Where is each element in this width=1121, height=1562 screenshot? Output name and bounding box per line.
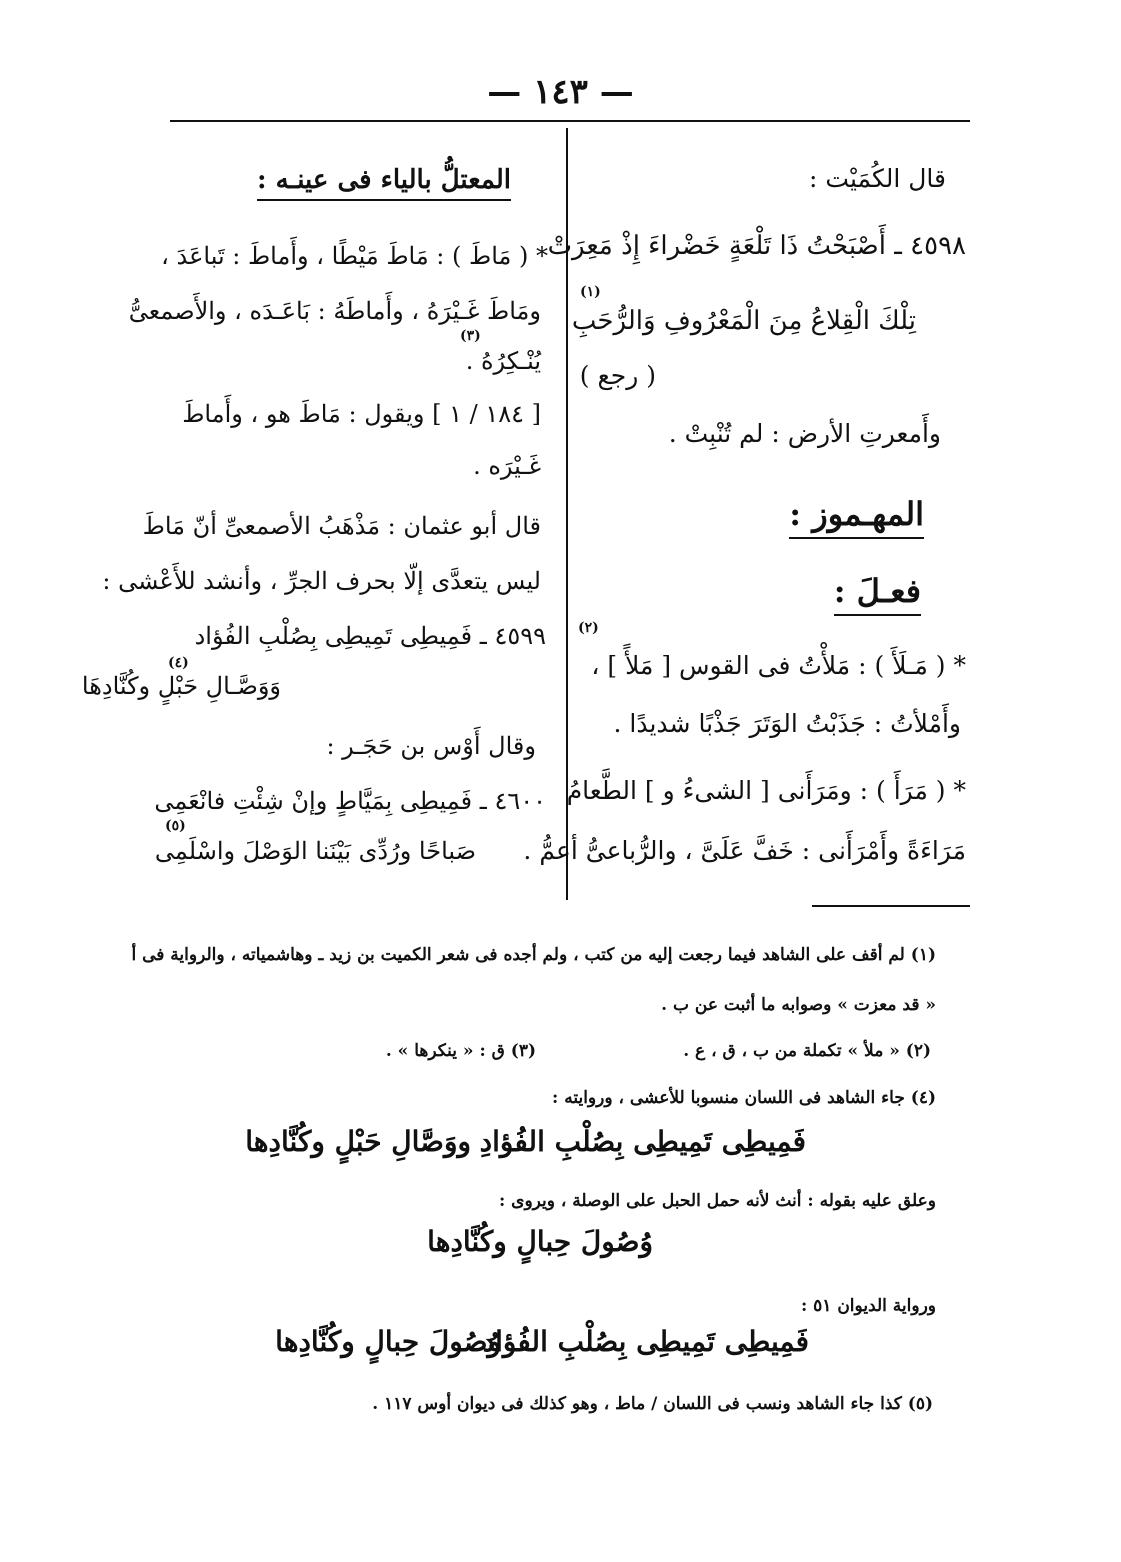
verse-4599-first-hemistich: ٤٥٩٩ ـ فَمِيطِى تَمِيطِى بِصُلْبِ الفُؤاد [194, 622, 546, 650]
footnote-3: (٣) ق : « ينكرها » . [385, 1041, 536, 1061]
footnote-ref-1: (١) [580, 284, 601, 300]
footnote-1-line-1: (١) لم أقف على الشاهد فيما رجعت إليه من كتب ، ولم أجده فى شعر الكميت بن زيد ـ وهاشمياته ، والرواية فى أ [131, 945, 936, 965]
kumayt-intro: قال الكُمَيْت : [809, 164, 946, 193]
verse-4600-first-hemistich: ٤٦٠٠ ـ فَمِيطِى بِمَيَّاطٍ وإنْ شِئْتِ فانْعَمِى [154, 787, 546, 815]
footnote-rule [812, 905, 970, 907]
page-number: — ١٤٣ — [487, 72, 634, 112]
root-marker-rajaa: ( رجع ) [579, 361, 656, 390]
footnote-4-alt-verse: وُصُولَ حِبالٍ وكُنَّادِها [427, 1225, 653, 1258]
heading-faal: فعـلَ : [834, 572, 921, 610]
footnote-ref-3: (٣) [460, 328, 481, 344]
footnote-4-diwan-intro: ورواية الديوان ٥١ : [800, 1296, 936, 1316]
mara-entry-line-1: * ( مَرَأَ ) : ومَرَأَنى [ الشىءُ و ] الطَّعامُ [566, 776, 966, 805]
mala-entry-line-1: * ( مَـلَأَ ) : مَلأْتُ فى القوس [ مَلأً ] ، [591, 651, 966, 680]
amarat-definition: وأَمعرتِ الأرض : لم تُنْبِتْ . [668, 419, 941, 448]
aws-intro: وقال أَوْس بن حَجَـر : [326, 732, 536, 760]
verse-4600-second-hemistich: صَباحًا ورُدِّى بَيْنَنا الوَصْلَ واسْلَمِى [154, 837, 476, 865]
heading-mutall-ya: المعتلُّ بالياء فى عينـه : [257, 165, 511, 195]
footnote-ref-5: (٥) [165, 818, 186, 834]
abu-uthman-line-1: قال أبو عثمان : مَذْهَبُ الأصمعىِّ أنّ مَاطَ [142, 512, 541, 540]
footnote-4-diwan-verse-second: وُصُولَ حِبالٍ وكُنَّادِها [275, 1325, 501, 1358]
verse-4598-second-hemistich: تِلْكَ الْقِلاعُ مِنَ الْمَعْرُوفِ وَالرُّحَبِ [571, 306, 916, 336]
footnote-4-verse-second: ووَصَّالِ حَبْلٍ وكُنَّادِها [245, 1125, 471, 1158]
verse-4599-second-hemistich: وَوَصَّـالِ حَبْلٍ وكُنَّادِهَا [81, 672, 281, 700]
abu-uthman-line-2: ليس يتعدَّى إلّا بحرف الجرِّ ، وأنشد للأَعْشى : [102, 567, 541, 595]
mat-entry-line-3: يُنْـكِرُهُ . [465, 347, 541, 375]
footnote-4-comment: وعلق عليه بقوله : أنث لأنه حمل الحبل على الوصلة ، ويروى : [498, 1191, 936, 1211]
heading-mahmouz: المهـموز : [789, 495, 924, 533]
footnote-ref-2: (٢) [578, 620, 599, 636]
top-rule [170, 120, 970, 122]
footnote-4-verse-first: فَمِيطِى تَمِيطِى بِصُلْبِ الفُؤادِ [479, 1125, 806, 1158]
mat-entry-line-5: غَـيْرَه . [473, 452, 541, 480]
footnote-4-intro: (٤) جاء الشاهد فى اللسان منسوبا للأعشى ، وروايته : [552, 1088, 936, 1108]
footnote-1-line-2: « قد معزت » وصوابه ما أثبت عن ب . [661, 995, 936, 1015]
mara-entry-line-2: مَرَاءَةً وأَمْرَأَنى : خَفَّ عَلَىَّ ، والرُّباعىُّ أعمُّ . [523, 836, 966, 865]
footnote-5: (٥) كذا جاء الشاهد ونسب فى اللسان / ماط ، وهو كذلك فى ديوان أوس ١١٧ . [372, 1394, 933, 1414]
mat-entry-line-4: [ ١٨٤ / ١ ] ويقول : مَاطَ هو ، وأَماطَ [182, 400, 541, 428]
footnote-4-diwan-verse-first: فَمِيطِى تَمِيطِى بِصُلْبِ الفُؤاد [482, 1325, 809, 1358]
footnote-2: (٢) « ملأ » تكملة من ب ، ق ، ع . [683, 1041, 931, 1061]
mala-entry-line-2: وأَمْلأتُ : جَذَبْتُ الوَتَرَ جَذْبًا شديدًا . [613, 709, 961, 738]
verse-4598-first-hemistich: ٤٥٩٨ ـ أَصْبَحْتُ ذَا تَلْعَةٍ خَضْراءَ إِذْ مَعِرَتْ [547, 231, 966, 261]
footnote-ref-4: (٤) [168, 655, 189, 671]
mat-entry-line-2: ومَاطَ غَـيْرَهُ ، وأَماطَهُ : بَاعَـدَه ، والأَصمعىُّ [128, 297, 541, 325]
mat-entry-line-1: * ( مَاطَ ) : مَاطَ مَيْطًا ، وأَماطَ : تَباعَدَ ، [161, 242, 548, 270]
